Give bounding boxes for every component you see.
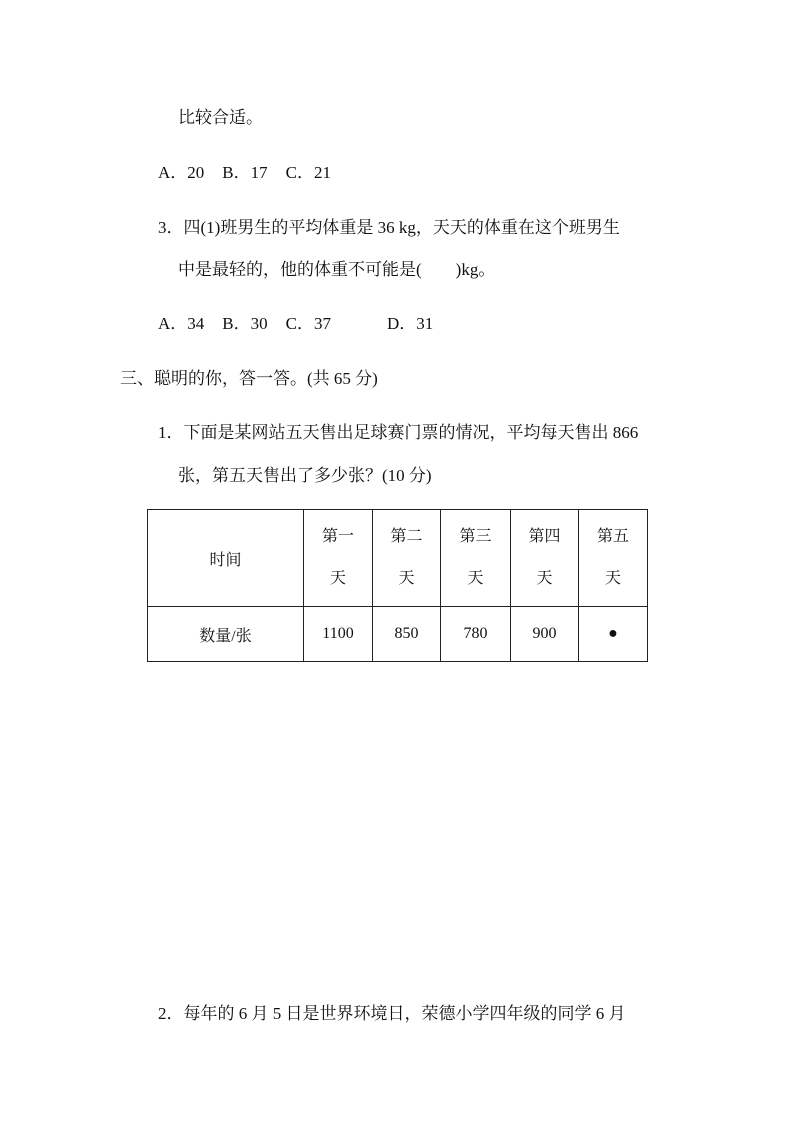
- day-header: 第二 天: [373, 510, 441, 607]
- quantity-cell: 850: [373, 607, 441, 662]
- option-d: D．31: [386, 314, 434, 333]
- option-a: A．34: [158, 314, 205, 333]
- q3-line2: 中是最轻的，他的体重不可能是( )kg。: [178, 260, 496, 279]
- quantity-cell: 1100: [304, 607, 373, 662]
- day-header: 第一 天: [304, 510, 373, 607]
- option-c: C．37: [285, 314, 331, 333]
- q2-options: [158, 161, 331, 185]
- s3-q1-line2: 张，第五天售出了多少张？(10 分): [178, 466, 432, 485]
- q3-options: [158, 312, 433, 336]
- quantity-cell: 780: [441, 607, 511, 662]
- s3-q2-line1: 2．每年的 6 月 5 日是世界环境日，荣德小学四年级的同学 6 月: [158, 1004, 626, 1023]
- option-a: A．20: [158, 163, 205, 182]
- option-c: C．21: [285, 163, 331, 182]
- s3-q1-line1: 1．下面是某网站五天售出足球赛门票的情况，平均每天售出 866: [158, 423, 639, 442]
- table-row: [148, 510, 648, 607]
- row-header-quantity: 数量/张: [148, 607, 304, 662]
- q3-line1: 3．四(1)班男生的平均体重是 36 kg，天天的体重在这个班男生: [158, 218, 620, 237]
- option-b: B．30: [222, 314, 268, 333]
- row-header-time: 时间: [148, 510, 304, 607]
- section-3-title: 三、聪明的你，答一答。(共 65 分): [120, 369, 378, 388]
- quantity-cell: 900: [511, 607, 579, 662]
- day-header: 第五 天: [579, 510, 648, 607]
- ticket-sales-table: [147, 509, 648, 662]
- q2-continuation: 比较合适。: [178, 108, 263, 127]
- day-header: 第四 天: [511, 510, 579, 607]
- option-b: B．17: [222, 163, 268, 182]
- table-row: [148, 607, 648, 662]
- day-header: 第三 天: [441, 510, 511, 607]
- quantity-cell-unknown: ●: [579, 607, 648, 662]
